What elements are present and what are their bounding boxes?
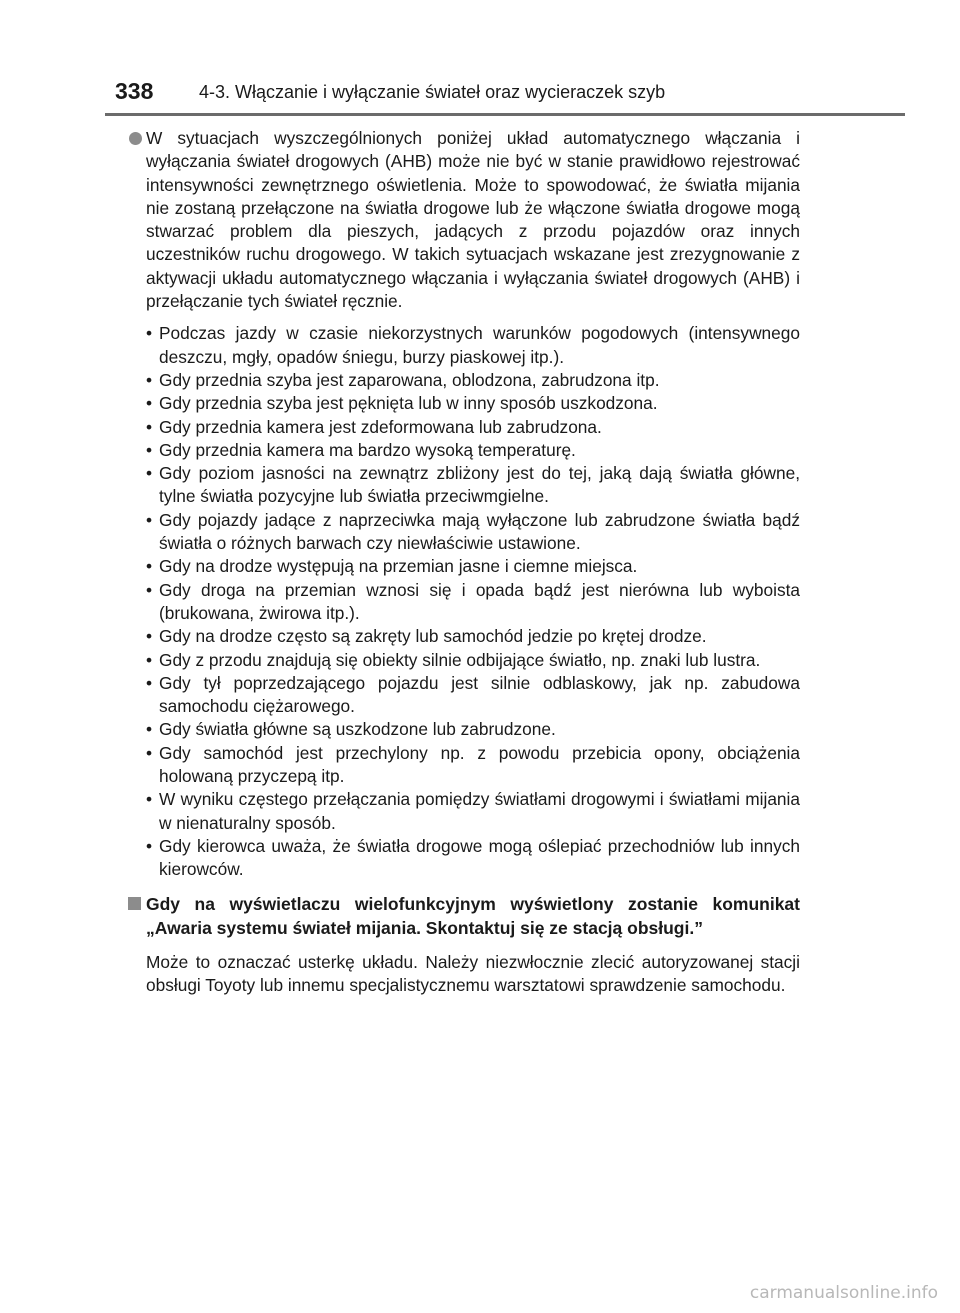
list-item xyxy=(146,416,800,439)
bullet-dot-icon: • xyxy=(146,369,153,390)
conditions-list xyxy=(146,322,800,881)
bullet-dot-icon: • xyxy=(146,742,153,763)
list-item-text: Gdy poziom jasności na zewnątrz zbliżony jest do tej, jaką dają światła główne, tylne światła pozycyjne lub światła przeciwmgielne. xyxy=(159,463,800,507)
list-item xyxy=(146,718,800,741)
bullet-dot-icon: • xyxy=(146,323,153,344)
bullet-dot-icon: • xyxy=(146,835,153,856)
list-item xyxy=(146,439,800,462)
list-item xyxy=(146,462,800,509)
list-item xyxy=(146,835,800,882)
list-item xyxy=(146,649,800,672)
list-item-text: Gdy na drodze występują na przemian jasne i ciemne miejsca. xyxy=(159,556,638,577)
bullet-dot-icon: • xyxy=(146,439,153,460)
bullet-dot-icon: • xyxy=(146,579,153,600)
circle-bullet-icon xyxy=(129,132,142,145)
watermark: carmanualsonline.info xyxy=(749,1283,938,1303)
section-body: Może to oznaczać usterkę układu. Należy niezwłocznie zlecić autoryzowanej stacji obsługi Toyoty lub innemu specjalistycznemu warsztatowi sprawdzenie samochodu. xyxy=(146,951,800,995)
list-item xyxy=(146,322,800,369)
header-divider xyxy=(105,113,905,116)
list-item xyxy=(146,579,800,626)
bullet-dot-icon: • xyxy=(146,416,153,437)
list-item-text: Gdy na drodze często są zakręty lub samochód jedzie po krętej drodze. xyxy=(159,626,707,647)
list-item-text: Gdy przednia szyba jest pęknięta lub w inny sposób uszkodzona. xyxy=(159,393,658,414)
list-item-text: Gdy przednia kamera jest zdeformowana lub zabrudzona. xyxy=(159,416,602,437)
list-item-text: Gdy tył poprzedzającego pojazdu jest silnie odblaskowy, jak np. zabudowa samochodu ciężarowego. xyxy=(159,672,800,717)
list-item-text: Gdy z przodu znajdują się obiekty silnie odbijające światło, np. znaki lub lustra. xyxy=(159,649,761,670)
list-item-text: Gdy przednia szyba jest zaparowana, oblodzona, zabrudzona itp. xyxy=(159,369,660,390)
list-item xyxy=(146,672,800,719)
list-item xyxy=(146,625,800,648)
list-item xyxy=(146,742,800,789)
note-text: W sytuacjach wyszczególnionych poniżej układ automatycznego włączania i wyłączania świateł drogowych (AHB) może nie być w stanie prawidłowo rejestrować intensywności zewnętrznego oświetlenia. Może to spowodować, że światła mijania nie zostaną przełączone na światła drogowe lub że włączone światła drogowe mogą stwarzać problem dla pieszych, jadących z przodu pojazdów oraz innych uczestników ruchu drogowego. W takich sytuacjach wskazane jest zrezygnowanie z aktywacji układu automatycznego włączania i wyłączania świateł drogowych (AHB) i przełączanie tych świateł ręcznie. xyxy=(146,128,800,312)
list-item xyxy=(146,555,800,578)
bullet-dot-icon: • xyxy=(146,649,153,670)
bullet-dot-icon: • xyxy=(146,556,153,577)
list-item-text: Gdy kierowca uważa, że światła drogowe mogą oślepiać przechodniów lub innych kierowców. xyxy=(159,835,800,880)
bullet-dot-icon: • xyxy=(146,626,153,647)
list-item-text: Gdy światła główne są uszkodzone lub zabrudzone. xyxy=(159,719,556,740)
page-header xyxy=(115,78,905,114)
list-item xyxy=(146,392,800,415)
bullet-dot-icon: • xyxy=(146,719,153,740)
bullet-dot-icon: • xyxy=(146,393,153,414)
list-item-text: Gdy samochód jest przechylony np. z powodu przebicia opony, obciążenia holowaną przyczepą itp. xyxy=(159,742,800,787)
list-item-text: Gdy przednia kamera ma bardzo wysoką temperaturę. xyxy=(159,439,576,460)
chapter-title: 4-3. Włączanie i wyłączanie świateł oraz wycieraczek szyb xyxy=(199,82,666,102)
bullet-dot-icon: • xyxy=(146,509,153,530)
list-item xyxy=(146,369,800,392)
bullet-dot-icon: • xyxy=(146,672,153,693)
note-paragraph xyxy=(125,127,800,313)
bullet-dot-icon: • xyxy=(146,789,153,810)
list-item-text: Podczas jazdy w czasie niekorzystnych warunków pogodowych (intensywnego deszczu, mgły, opadów śniegu, burzy piaskowej itp.). xyxy=(159,323,800,367)
page-number: 338 xyxy=(115,78,154,104)
warning-section xyxy=(125,892,800,998)
list-item xyxy=(146,788,800,835)
list-item-text: Gdy droga na przemian wznosi się i opada bądź jest nierówna lub wyboista (brukowana, żwirowa itp.). xyxy=(159,579,800,623)
list-item-text: W wyniku częstego przełączania pomiędzy światłami drogowymi i światłami mijania w nienaturalny sposób. xyxy=(159,789,800,833)
page-content xyxy=(125,127,800,997)
list-item xyxy=(146,509,800,556)
list-item-text: Gdy pojazdy jadące z naprzeciwka mają wyłączone lub zabrudzone światła bądź światła o różnych barwach czy niewłaściwie ustawione. xyxy=(159,509,800,554)
bullet-dot-icon: • xyxy=(146,463,153,484)
section-heading: Gdy na wyświetlaczu wielofunkcyjnym wyświetlony zostanie komunikat „Awaria systemu świateł mijania. Skontaktuj się ze stacją obsługi.” xyxy=(146,893,800,938)
square-bullet-icon xyxy=(128,897,141,910)
